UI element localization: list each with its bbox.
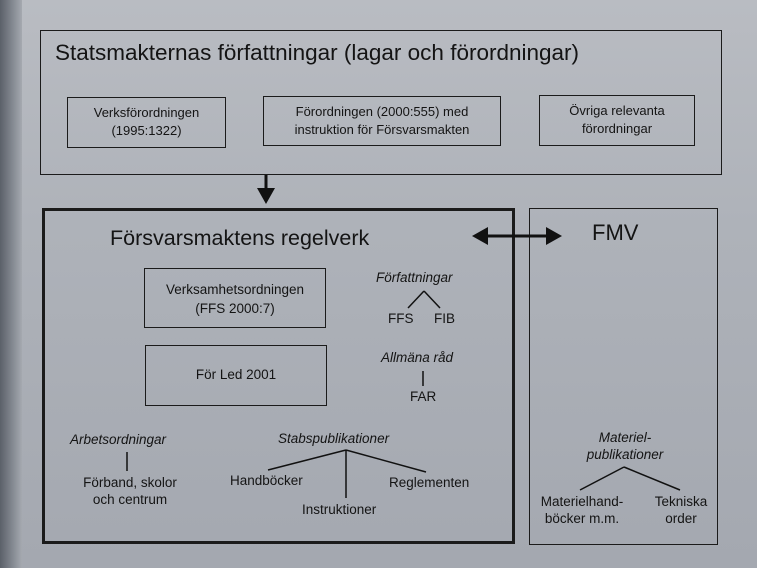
stabspublikationer-label: Stabspublikationer (278, 431, 390, 446)
forsvarsmakten-title: Försvarsmaktens regelverk (110, 226, 370, 250)
forfattningar-branch-left (408, 291, 424, 308)
forordningen-2000-line2: instruktion för Försvarsmakten (294, 122, 470, 137)
materielhandbocker-line1: Materielhand- (540, 494, 624, 509)
forordningen-2000-line1: Förordningen (2000:555) med (295, 104, 469, 119)
forled-text: För Led 2001 (195, 367, 277, 382)
tekniska-order-line1: Tekniska (654, 494, 708, 509)
materiel-label-line1: Materiel- (598, 430, 652, 445)
forfattningar-label: Författningar (376, 270, 453, 285)
down-arrow-head (257, 188, 275, 204)
double-arrow-head-right (546, 227, 562, 245)
ovriga-line2: förordningar (581, 121, 653, 136)
materiel-branch-left (580, 467, 624, 490)
forband-line1: Förband, skolor (83, 475, 177, 490)
handbocker-label: Handböcker (230, 473, 303, 488)
far-label: FAR (410, 389, 437, 404)
allmana-rad-label: Allmäna råd (381, 350, 454, 365)
stabs-branch-left (268, 450, 346, 470)
materielhandbocker-line2: böcker m.m. (544, 511, 620, 526)
verksforordningen-line2: (1995:1322) (111, 123, 182, 138)
reglementen-label: Reglementen (389, 475, 470, 490)
stabs-branch-right (346, 450, 426, 472)
instruktioner-label: Instruktioner (302, 502, 377, 517)
arbetsordningar-label: Arbetsordningar (70, 432, 167, 447)
ovriga-line1: Övriga relevanta (569, 103, 665, 118)
statsmakter-title: Statsmakternas författningar (lagar och förordningar) (55, 40, 580, 65)
fmv-title: FMV (592, 220, 639, 245)
fib-label: FIB (434, 311, 456, 326)
forfattningar-branch-right (424, 291, 440, 308)
forband-line2: och centrum (92, 492, 168, 507)
ffs-label: FFS (388, 311, 414, 326)
verksforordningen-line1: Verksförordningen (93, 105, 200, 120)
verksamhetsordningen-line1: Verksamhetsordningen (165, 282, 305, 297)
materiel-branch-right (624, 467, 680, 490)
verksamhetsordningen-line2: (FFS 2000:7) (195, 301, 275, 316)
double-arrow-head-left (472, 227, 488, 245)
tekniska-order-line2: order (665, 511, 697, 526)
materiel-label-line2: publikationer (586, 447, 664, 462)
